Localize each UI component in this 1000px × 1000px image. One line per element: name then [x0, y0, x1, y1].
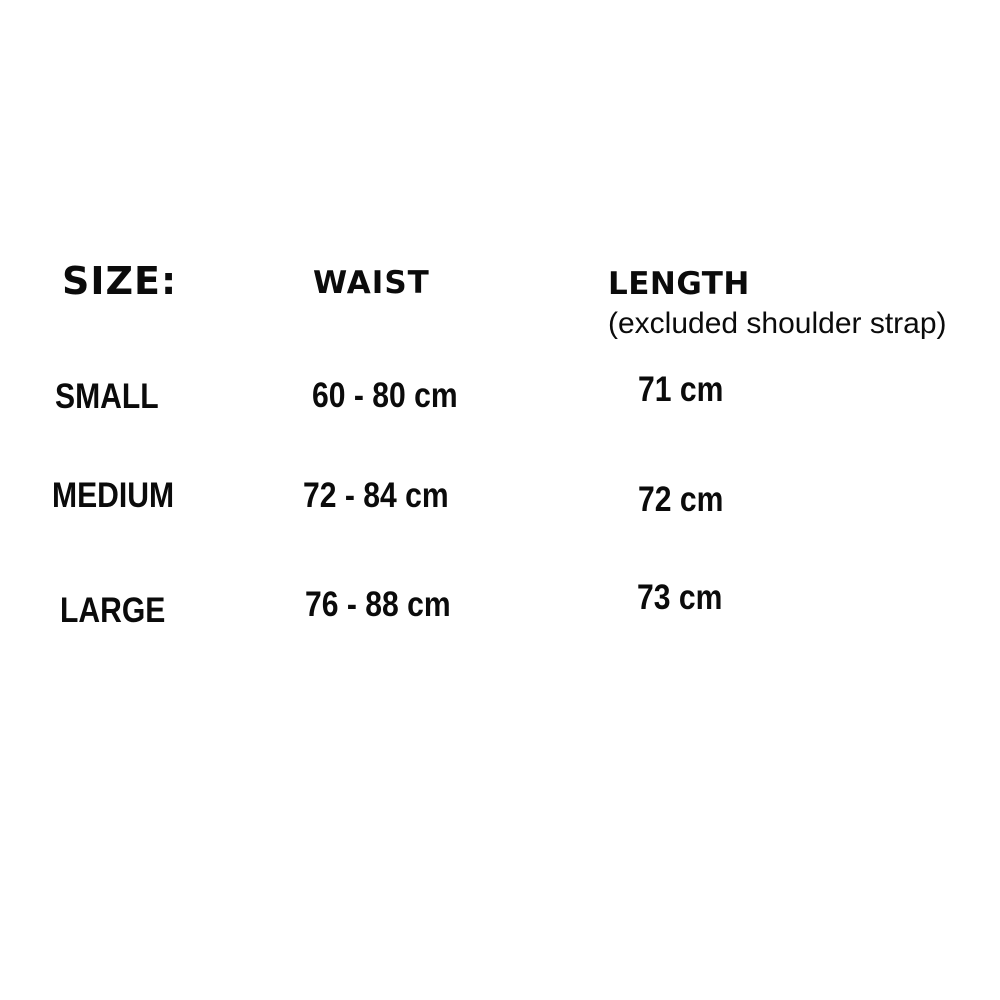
row-small-waist-value: 60 - 80 cm [312, 376, 458, 415]
header-waist: WAIST [313, 265, 430, 301]
row-medium-length-value: 72 cm [638, 480, 724, 519]
row-large-waist-value: 76 - 88 cm [305, 585, 451, 624]
row-medium-waist-value: 72 - 84 cm [303, 476, 449, 515]
row-small-length-value: 71 cm [638, 370, 724, 409]
row-medium-size-label: MEDIUM [52, 476, 175, 515]
header-size: SIZE: [62, 259, 178, 303]
header-length-note: (excluded shoulder strap) [608, 307, 947, 340]
row-large-size-label: LARGE [60, 591, 166, 630]
header-length: LENGTH [608, 266, 750, 302]
row-small-size-label: SMALL [55, 377, 159, 416]
row-large-length-value: 73 cm [637, 578, 723, 617]
